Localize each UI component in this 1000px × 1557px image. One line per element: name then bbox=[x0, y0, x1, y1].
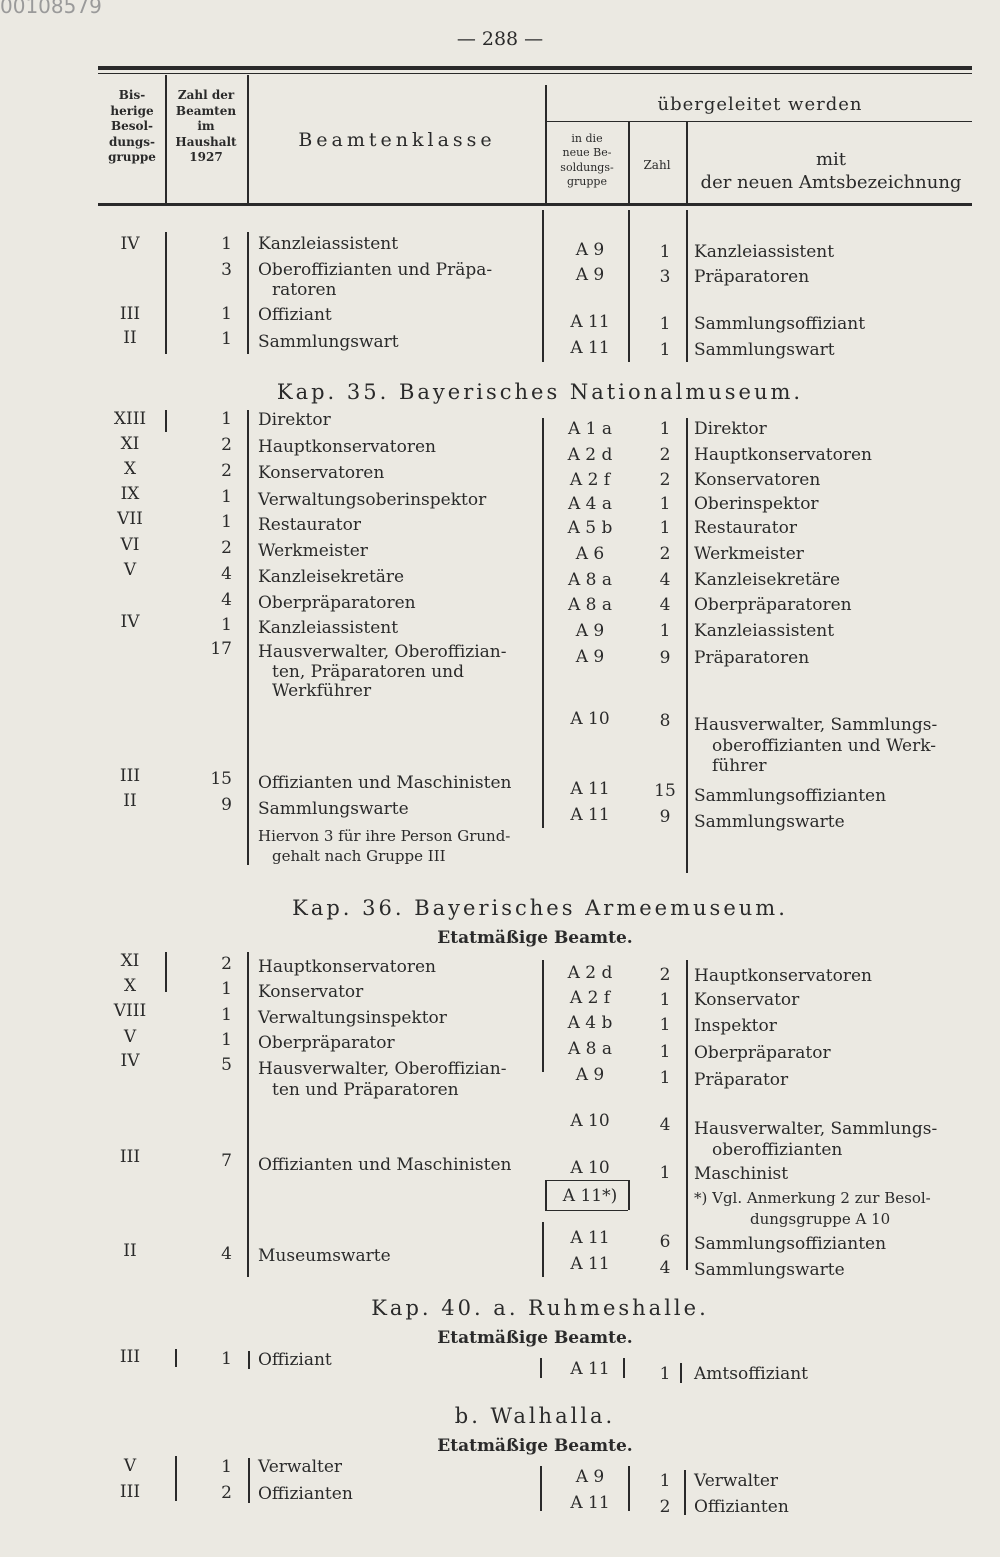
class-name-cont: Werkführer bbox=[272, 681, 372, 701]
footnote: *) Vgl. Anmerkung 2 zur Besol- bbox=[694, 1189, 931, 1207]
new-title: Offizianten bbox=[694, 1497, 789, 1517]
count: 1 bbox=[221, 487, 232, 507]
new-title-cont: oberoffizianten und Werk- bbox=[712, 736, 936, 756]
old-group: XI bbox=[120, 434, 140, 454]
header-rule-sub bbox=[545, 121, 972, 122]
old-group: V bbox=[123, 1027, 137, 1047]
class-name: Offizianten und Maschinisten bbox=[258, 773, 512, 793]
new-group: A 10 bbox=[570, 709, 610, 729]
new-group: A 11 bbox=[570, 1359, 610, 1379]
count: 2 bbox=[221, 1483, 232, 1503]
new-group: A 11 bbox=[570, 1493, 610, 1513]
number: 1 bbox=[659, 419, 671, 439]
new-title: Direktor bbox=[694, 419, 767, 439]
class-name: Werkmeister bbox=[258, 541, 368, 561]
class-name: Konservatoren bbox=[258, 463, 385, 483]
number: 2 bbox=[659, 1497, 671, 1517]
new-title: Hauptkonservatoren bbox=[694, 445, 872, 465]
number: 1 bbox=[659, 314, 671, 334]
class-name-cont: ten und Präparatoren bbox=[272, 1080, 459, 1100]
new-title: Oberpräparator bbox=[694, 1043, 831, 1063]
number: 1 bbox=[659, 990, 671, 1010]
number: 4 bbox=[659, 1115, 671, 1135]
new-group: A 2 f bbox=[569, 988, 611, 1008]
new-group: A 10 bbox=[570, 1158, 610, 1178]
class-name: Hausverwalter, Oberoffizian- bbox=[258, 1059, 507, 1079]
class-name: Offiziant bbox=[258, 1350, 332, 1370]
header-count: Zahl der Beamten im Haushalt 1927 bbox=[175, 88, 237, 165]
class-name: Konservator bbox=[258, 982, 364, 1002]
header-old-group: Bis- herige Besol- dungs- gruppe bbox=[108, 88, 156, 165]
number: 2 bbox=[659, 544, 671, 564]
column-line bbox=[165, 952, 167, 992]
number: 8 bbox=[659, 711, 671, 731]
column-line bbox=[165, 410, 167, 432]
old-group: IV bbox=[120, 234, 140, 254]
number: 1 bbox=[659, 1364, 671, 1384]
number: 2 bbox=[659, 445, 671, 465]
column-line bbox=[680, 1363, 682, 1383]
new-title: Präparatoren bbox=[694, 267, 810, 287]
count: 2 bbox=[221, 538, 232, 558]
count: 5 bbox=[221, 1055, 232, 1075]
count: 1 bbox=[221, 304, 232, 324]
number: 1 bbox=[659, 340, 671, 360]
column-line bbox=[247, 952, 249, 1277]
count: 4 bbox=[221, 564, 232, 584]
number: 15 bbox=[654, 781, 676, 801]
number: 1 bbox=[659, 518, 671, 538]
new-title: Hauptkonservatoren bbox=[694, 966, 872, 986]
number: 3 bbox=[659, 267, 671, 287]
number: 1 bbox=[659, 1015, 671, 1035]
new-title: Konservatoren bbox=[694, 470, 821, 490]
old-group: X bbox=[123, 976, 137, 996]
page-number: — 288 — bbox=[456, 28, 544, 50]
new-group: A 11 bbox=[570, 312, 610, 332]
new-group: A 11 bbox=[570, 779, 610, 799]
subheading-kap36: Etatmäßige Beamte. bbox=[437, 928, 633, 948]
class-name: Offizianten bbox=[258, 1484, 353, 1504]
count: 2 bbox=[221, 954, 232, 974]
new-group: A 9 bbox=[575, 240, 605, 260]
old-group: III bbox=[119, 766, 141, 786]
new-group: A 2 d bbox=[567, 963, 613, 983]
new-title: Sammlungsoffiziant bbox=[694, 314, 866, 334]
new-title: Hausverwalter, Sammlungs- bbox=[694, 1119, 938, 1139]
class-name: Offizianten und Maschinisten bbox=[258, 1155, 512, 1175]
count: 7 bbox=[221, 1151, 232, 1171]
scan-id: 00108579 bbox=[0, 0, 102, 18]
old-group: XIII bbox=[113, 409, 147, 429]
old-group: II bbox=[123, 1241, 137, 1261]
column-line bbox=[542, 960, 544, 1072]
count: 1 bbox=[221, 234, 232, 254]
count: 1 bbox=[221, 409, 232, 429]
new-group: A 9 bbox=[575, 621, 605, 641]
number: 4 bbox=[659, 595, 671, 615]
count: 1 bbox=[221, 512, 232, 532]
count: 3 bbox=[221, 260, 232, 280]
class-name: Verwaltungsinspektor bbox=[258, 1008, 447, 1028]
new-group: A 4 a bbox=[567, 494, 613, 514]
group-box-left bbox=[545, 1180, 547, 1210]
new-group: A 9 bbox=[575, 265, 605, 285]
header-rule-thick bbox=[98, 66, 972, 70]
count: 1 bbox=[221, 1349, 232, 1369]
old-group: IX bbox=[120, 484, 140, 504]
number: 9 bbox=[659, 648, 671, 668]
section-heading-kap40a: Kap. 40. a. Ruhmeshalle. bbox=[371, 1296, 709, 1320]
header-transferred: übergeleitet werden bbox=[657, 94, 863, 115]
new-title: Sammlungsoffizianten bbox=[694, 1234, 887, 1254]
new-title: Restaurator bbox=[694, 518, 797, 538]
count: 1 bbox=[221, 1005, 232, 1025]
section-heading-kap40b: b. Walhalla. bbox=[454, 1404, 616, 1428]
column-line bbox=[686, 418, 688, 873]
old-group: VI bbox=[120, 535, 140, 555]
new-group: A 11 bbox=[570, 805, 610, 825]
header-divider bbox=[545, 85, 547, 203]
header-divider bbox=[686, 122, 688, 203]
subheading-kap40a: Etatmäßige Beamte. bbox=[437, 1328, 633, 1348]
new-group: A 10 bbox=[570, 1111, 610, 1131]
column-line bbox=[175, 1349, 177, 1367]
old-group: IV bbox=[120, 1051, 140, 1071]
new-title: Maschinist bbox=[694, 1164, 789, 1184]
header-new-group: in die neue Be- soldungs- gruppe bbox=[560, 132, 614, 188]
column-line bbox=[247, 410, 249, 865]
note-line: Hiervon 3 für ihre Person Grund- bbox=[258, 827, 511, 845]
new-title: Sammlungswarte bbox=[694, 1260, 845, 1280]
old-group: V bbox=[123, 1456, 137, 1476]
class-name: Oberpräparatoren bbox=[258, 593, 416, 613]
old-group: VIII bbox=[113, 1001, 147, 1021]
old-group: III bbox=[119, 1482, 141, 1502]
new-group: A 11 bbox=[570, 1254, 610, 1274]
column-line bbox=[686, 960, 688, 1270]
old-group: III bbox=[119, 1147, 141, 1167]
new-title: Werkmeister bbox=[694, 544, 804, 564]
new-title: Sammlungswart bbox=[694, 340, 835, 360]
number: 1 bbox=[659, 1068, 671, 1088]
count: 2 bbox=[221, 435, 232, 455]
column-line bbox=[175, 1456, 177, 1501]
new-group: A 11 bbox=[570, 1228, 610, 1248]
class-name: Oberpräparator bbox=[258, 1033, 395, 1053]
count: 1 bbox=[221, 1030, 232, 1050]
old-group: XI bbox=[120, 951, 140, 971]
number: 1 bbox=[659, 1042, 671, 1062]
count: 1 bbox=[221, 979, 232, 999]
old-group: IV bbox=[120, 612, 140, 632]
class-name: Kanzleiassistent bbox=[258, 234, 399, 254]
number: 4 bbox=[659, 570, 671, 590]
class-name: Kanzleiassistent bbox=[258, 618, 399, 638]
header-new-title: mit der neuen Amtsbezeichnung bbox=[700, 149, 962, 194]
new-title: Präparator bbox=[694, 1070, 789, 1090]
count: 2 bbox=[221, 461, 232, 481]
new-group: A 6 bbox=[575, 544, 605, 564]
number: 2 bbox=[659, 470, 671, 490]
header-number: Zahl bbox=[643, 158, 671, 172]
new-title: Oberinspektor bbox=[694, 494, 819, 514]
header-divider bbox=[247, 75, 249, 203]
column-line bbox=[684, 1470, 686, 1515]
column-line bbox=[248, 1351, 250, 1369]
class-name: Verwalter bbox=[258, 1457, 343, 1477]
number: 2 bbox=[659, 965, 671, 985]
new-title: Verwalter bbox=[694, 1471, 779, 1491]
new-group: A 9 bbox=[575, 1467, 605, 1487]
class-name: Museumswarte bbox=[258, 1246, 391, 1266]
group-divider bbox=[545, 1210, 628, 1211]
class-name: Sammlungswarte bbox=[258, 799, 409, 819]
number: 1 bbox=[659, 242, 671, 262]
new-title: Sammlungswarte bbox=[694, 812, 845, 832]
column-line bbox=[540, 1466, 542, 1511]
new-title: Kanzleiassistent bbox=[694, 242, 835, 262]
section-heading-kap36: Kap. 36. Bayerisches Armeemuseum. bbox=[292, 896, 788, 920]
class-name: Sammlungswart bbox=[258, 332, 399, 352]
new-title: Kanzleiassistent bbox=[694, 621, 835, 641]
count: 1 bbox=[221, 329, 232, 349]
count: 17 bbox=[210, 639, 232, 659]
count: 15 bbox=[210, 769, 232, 789]
class-name-cont: ratoren bbox=[272, 280, 337, 300]
count: 1 bbox=[221, 1457, 232, 1477]
column-line bbox=[542, 418, 544, 828]
new-group: A 8 a bbox=[567, 1039, 613, 1059]
column-line bbox=[540, 1358, 542, 1378]
number: 9 bbox=[659, 807, 671, 827]
column-line bbox=[542, 210, 544, 362]
column-line bbox=[542, 1222, 544, 1277]
class-name: Offiziant bbox=[258, 305, 332, 325]
new-group: A 1 a bbox=[567, 419, 613, 439]
class-name: Hauptkonservatoren bbox=[258, 957, 436, 977]
old-group: VII bbox=[117, 509, 143, 529]
column-line bbox=[247, 232, 249, 354]
column-line bbox=[248, 1458, 250, 1503]
new-group-alt: A 11*) bbox=[562, 1186, 618, 1206]
new-group: A 2 f bbox=[569, 470, 611, 490]
column-line bbox=[623, 1358, 625, 1378]
old-group: X bbox=[123, 459, 137, 479]
footnote-cont: dungsgruppe A 10 bbox=[750, 1210, 891, 1228]
new-group: A 5 b bbox=[567, 518, 613, 538]
old-group: III bbox=[119, 1347, 141, 1367]
new-title: Präparatoren bbox=[694, 648, 810, 668]
header-class: Beamtenklasse bbox=[298, 129, 496, 151]
number: 1 bbox=[659, 494, 671, 514]
new-group: A 9 bbox=[575, 1065, 605, 1085]
header-rule-thin bbox=[98, 73, 972, 74]
new-title: Sammlungsoffizianten bbox=[694, 786, 887, 806]
new-title: Kanzleisekretäre bbox=[694, 570, 841, 590]
class-name: Direktor bbox=[258, 410, 331, 430]
header-rule-bottom bbox=[98, 203, 972, 206]
class-name: Hausverwalter, Oberoffizian- bbox=[258, 642, 507, 662]
number: 1 bbox=[659, 621, 671, 641]
number: 1 bbox=[659, 1163, 671, 1183]
number: 4 bbox=[659, 1258, 671, 1278]
new-title: Konservator bbox=[694, 990, 800, 1010]
note-line: gehalt nach Gruppe III bbox=[272, 847, 446, 865]
old-group: II bbox=[123, 791, 137, 811]
new-title: Hausverwalter, Sammlungs- bbox=[694, 715, 938, 735]
old-group: II bbox=[123, 328, 137, 348]
new-group: A 4 b bbox=[567, 1013, 613, 1033]
column-line bbox=[686, 210, 688, 362]
new-title: Oberpräparatoren bbox=[694, 595, 852, 615]
count: 4 bbox=[221, 590, 232, 610]
section-heading-kap35: Kap. 35. Bayerisches Nationalmuseum. bbox=[276, 380, 804, 404]
new-group: A 2 d bbox=[567, 445, 613, 465]
old-group: V bbox=[123, 560, 137, 580]
class-name: Oberoffizianten und Präpa- bbox=[258, 260, 493, 280]
subheading-kap40b: Etatmäßige Beamte. bbox=[437, 1436, 633, 1456]
new-group: A 11 bbox=[570, 338, 610, 358]
class-name: Kanzleisekretäre bbox=[258, 567, 405, 587]
class-name: Hauptkonservatoren bbox=[258, 437, 436, 457]
class-name: Restaurator bbox=[258, 515, 361, 535]
new-title: Inspektor bbox=[694, 1016, 777, 1036]
number: 1 bbox=[659, 1471, 671, 1491]
class-name: Verwaltungsoberinspektor bbox=[258, 490, 487, 510]
new-title: Amtsoffiziant bbox=[694, 1364, 809, 1384]
column-line bbox=[165, 232, 167, 354]
new-group: A 9 bbox=[575, 647, 605, 667]
old-group: III bbox=[119, 304, 141, 324]
count: 9 bbox=[221, 795, 232, 815]
group-divider bbox=[545, 1180, 628, 1181]
new-title-cont: führer bbox=[712, 756, 767, 776]
new-title-cont: oberoffizianten bbox=[712, 1140, 843, 1160]
count: 1 bbox=[221, 615, 232, 635]
class-name-cont: ten, Präparatoren und bbox=[272, 662, 465, 682]
number: 6 bbox=[659, 1232, 671, 1252]
count: 4 bbox=[221, 1244, 232, 1264]
new-group: A 8 a bbox=[567, 570, 613, 590]
new-group: A 8 a bbox=[567, 595, 613, 615]
